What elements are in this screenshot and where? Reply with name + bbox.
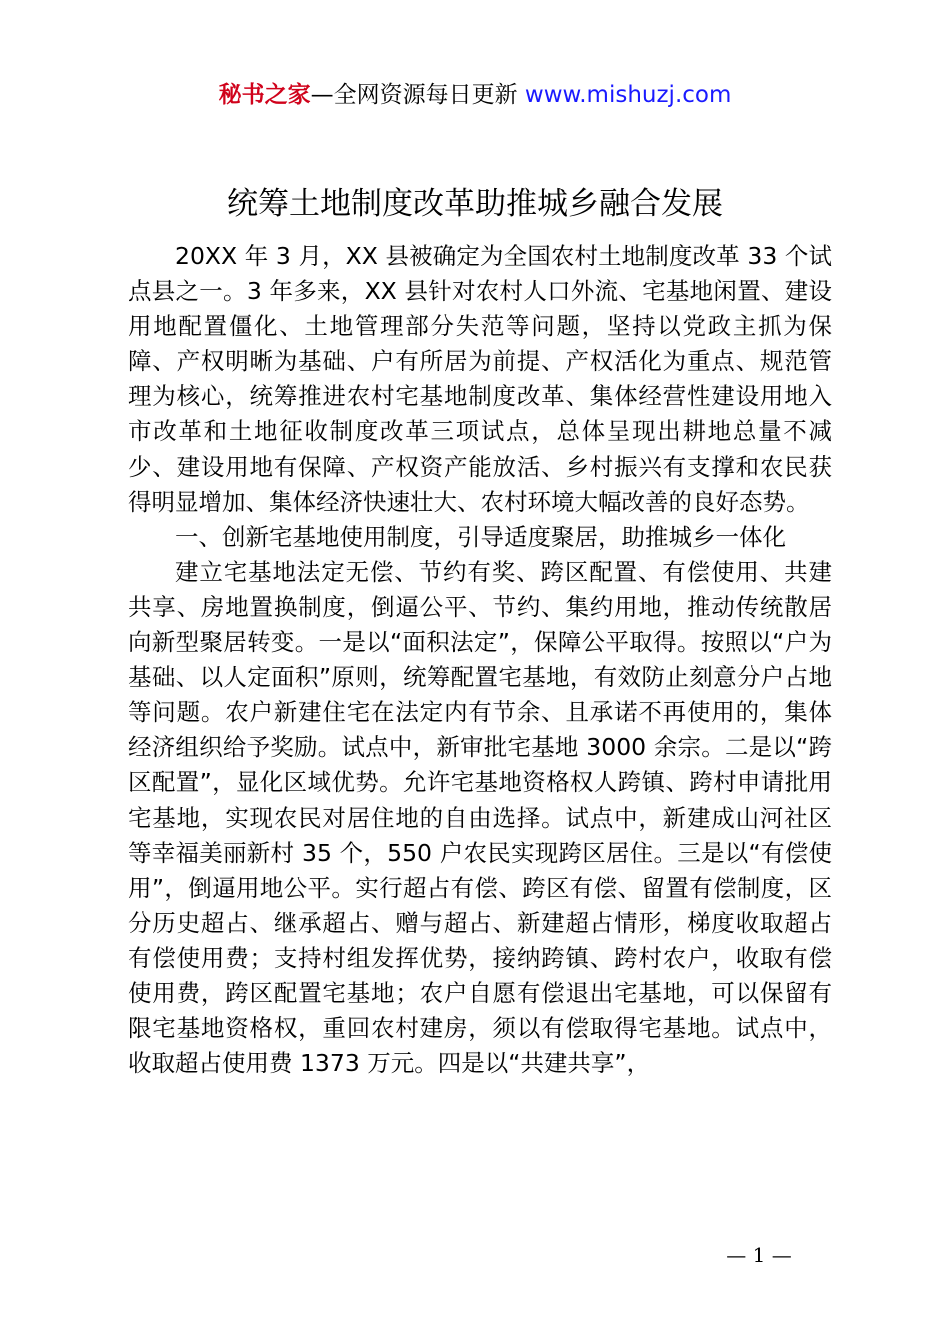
site-brand: 秘书之家 bbox=[218, 82, 311, 108]
site-url-link[interactable]: www.mishuzj.com bbox=[524, 82, 732, 108]
document-title: 统筹土地制度改革助推城乡融合发展 bbox=[227, 186, 723, 222]
page-number: — 1 — bbox=[726, 1243, 792, 1267]
section-paragraph: 建立宅基地法定无偿、节约有奖、跨区配置、有偿使用、共建共享、房地置换制度，倒逼公平、节约、集约用地，推动传统散居向新型聚居转变。一是以“面积法定”，保障公平取得。按照以“户为基础、以人定面积”原则，统筹配置宅基地，有效防止刻意分户占地等问题。农户新建住宅在法定内有节余、且承诺不再使用的，集体经济组织给予奖励。试点中，新审批宅基地 3000 余宗。二是以“跨区配置”，显化区域优势。允许宅基地资格权人跨镇、跨村申请批用宅基地，实现农民对居住地的自由选择。试点中，新建成山河社区等幸福美丽新村 35 个，550 户农民实现跨区居住。三是以“有偿使用”，倒逼用地公平。实行超占有偿、跨区有偿、留置有偿制度，区分历史超占、继承超占、赠与超占、新建超占情形，梯度收取超占有偿使用费；支持村组发挥优势，接纳跨镇、跨村农户，收取有偿使用费，跨区配置宅基地；农户自愿有偿退出宅基地，可以保留有限宅基地资格权，重回农村建房，须以有偿取得宅基地。试点中，收取超占使用费 1373 万元。四是以“共建共享”， bbox=[128, 557, 832, 1078]
site-tagline: —全网资源每日更新 bbox=[310, 82, 518, 108]
section-heading: 一、创新宅基地使用制度，引导适度聚居，助推城乡一体化 bbox=[175, 522, 786, 551]
site-header bbox=[0, 78, 950, 112]
document-body bbox=[128, 239, 832, 1081]
intro-paragraph: 20XX 年 3 月，XX 县被确定为全国农村土地制度改革 33 个试点县之一。3 年多来，XX 县针对农村人口外流、宅基地闲置、建设用地配置僵化、土地管理部分失范等问题，坚持以党政主抓为保障、产权明晰为基础、户有所居为前提、产权活化为重点、规范管理为核心，统筹推进农村宅基地制度改革、集体经营性建设用地入市改革和土地征收制度改革三项试点，总体呈现出耕地总量不减少、建设用地有保障、产权资产能放活、乡村振兴有支撑和农民获得明显增加、集体经济快速壮大、农村环境大幅改善的良好态势。 bbox=[128, 242, 832, 516]
